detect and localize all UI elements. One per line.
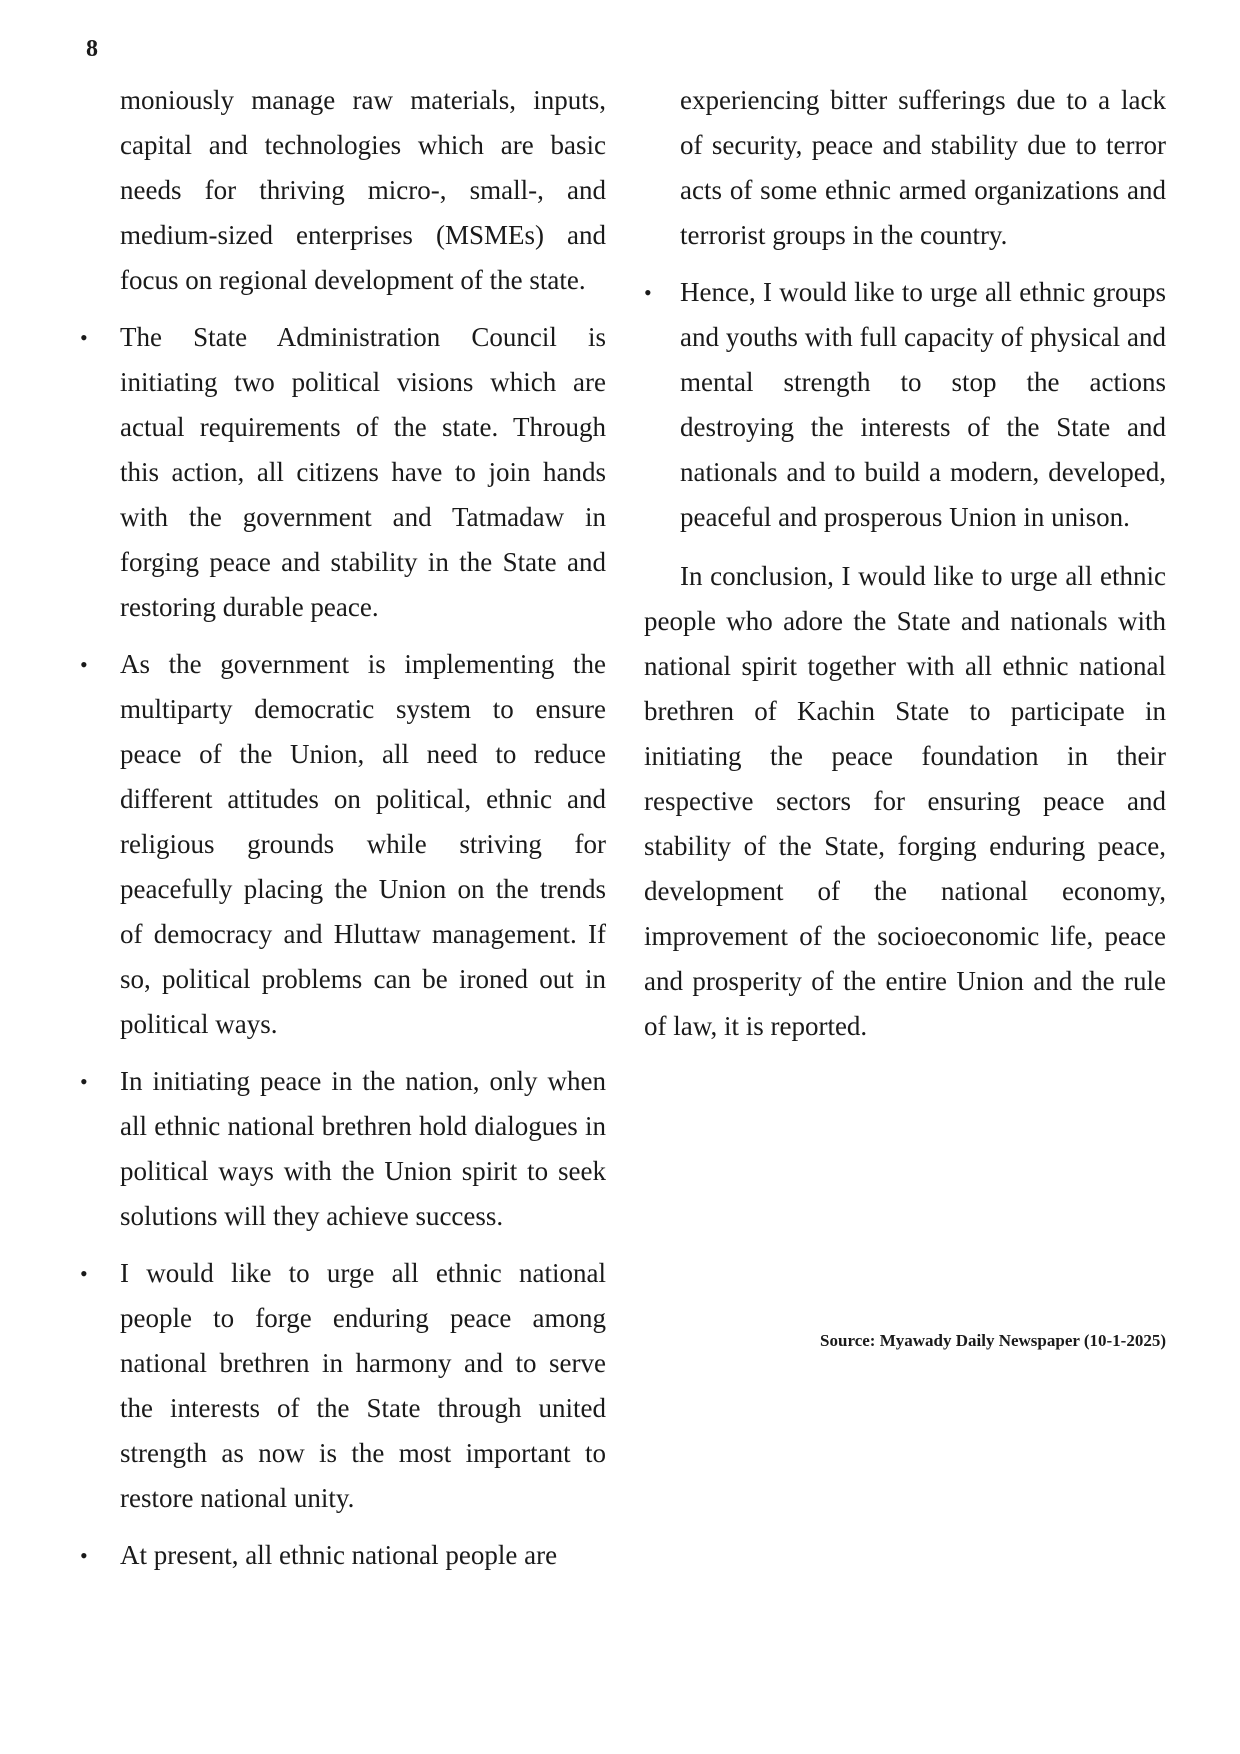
bullet-text: Hence, I would like to urge all ethnic groups and youths with full capacity of physical and mental strength to stop the actions destroying the interests of the State and nationals and to build a modern, developed, peaceful and prosperous Union in unison. [680, 277, 1166, 532]
right-continuation-paragraph: experiencing bitter sufferings due to a lack of security, peace and stability due to terror acts of some ethnic armed organizations and terrorist groups in the country. [680, 85, 1166, 250]
bullet-icon: • [80, 1261, 88, 1286]
left-column [66, 78, 606, 1590]
left-continuation-paragraph: moniously manage raw materials, inputs, capital and technologies which are basic needs for thriving micro-, small-, and medium-sized enterprises (MSMEs) and focus on regional development of the state. [120, 85, 606, 295]
bullet-icon: • [644, 280, 652, 305]
bullet-icon: • [80, 1069, 88, 1094]
bullet-item [66, 1533, 606, 1578]
bullet-text: As the government is implementing the multiparty democratic system to ensure peace of the Union, all need to reduce different attitudes on political, ethnic and religious grounds while striving for peacefully placing the Union on the trends of democracy and Hluttaw management. If so, political problems can be ironed out in political ways. [120, 649, 606, 1039]
bullet-icon: • [80, 325, 88, 350]
bullet-item [66, 315, 606, 630]
bullet-icon: • [80, 1543, 88, 1568]
bullet-text: In initiating peace in the nation, only when all ethnic national brethren hold dialogues in political ways with the Union spirit to seek solutions will they achieve success. [120, 1066, 606, 1231]
bullet-text: The State Administration Council is initiating two political visions which are actual requirements of the state. Through this action, all citizens have to join hands with the government and Tatmadaw in forging peace and stability in the State and restoring durable peace. [120, 322, 606, 622]
bullet-item [66, 1059, 606, 1239]
source-credit: Source: Myawady Daily Newspaper (10-1-2025) [820, 1331, 1166, 1350]
right-column [644, 78, 1166, 1061]
bullet-text: At present, all ethnic national people are [120, 1540, 558, 1570]
bullet-item [66, 642, 606, 1047]
page-number: 8 [86, 36, 98, 62]
bullet-text: I would like to urge all ethnic national people to forge enduring peace among national brethren in harmony and to serve the interests of the State through united strength as now is the most important to restore national unity. [120, 1258, 606, 1513]
bullet-item [644, 270, 1166, 540]
bullet-icon: • [80, 652, 88, 677]
bullet-item [66, 1251, 606, 1521]
conclusion-paragraph: In conclusion, I would like to urge all ethnic people who adore the State and nationals with national spirit together with all ethnic national brethren of Kachin State to participate in initiating the peace foundation in their respective sectors for ensuring peace and stability of the State, forging enduring peace, development of the national economy, improvement of the socioeconomic life, peace and prosperity of the entire Union and the rule of law, it is reported. [644, 561, 1166, 1041]
